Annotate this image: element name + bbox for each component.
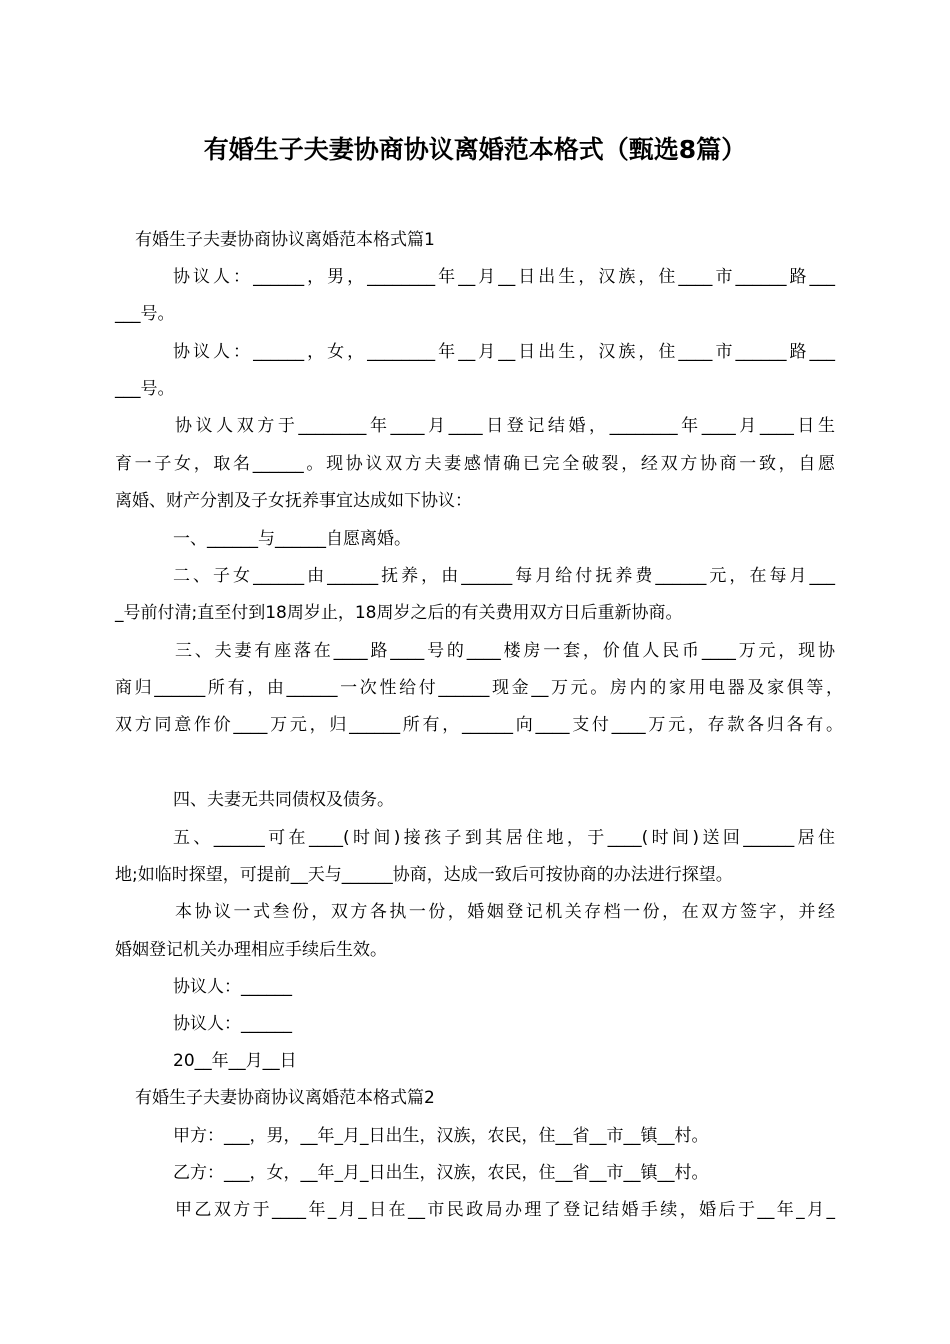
paragraph-line: 商归______所有，由______一次性给付______现金__万元。房内的家用电器及家俱等， [115,678,843,698]
paragraph-line: 本协议一式叁份，双方各执一份，婚姻登记机关存档一份，在双方签字，并经 [175,902,835,922]
paragraph-line: _号前付清;直至付到18周岁止，18周岁之后的有关费用双方日后重新协商。 [115,603,683,623]
section-heading: 有婚生子夫妻协商协议离婚范本格式篇1 [135,230,435,250]
paragraph-line: 协议人：______，女，________年__月__日出生，汉族，住____市______路___ [173,342,835,362]
paragraph-line: 双方同意作价____万元，归______所有，______向____支付____万元，存款各归各有。 [115,715,843,735]
paragraph-line: 五、______可在____(时间)接孩子到其居住地，于____(时间)送回______居住 [173,828,835,848]
paragraph-line: 地;如临时探望，可提前__天与______协商，达成一致后可按协商的办法进行探望。 [115,865,733,885]
paragraph-line: ___号。 [115,379,175,399]
paragraph-line: 育一子女，取名______。现协议双方夫妻感情确已完全破裂，经双方协商一致，自愿 [115,454,835,474]
document-title: 有婚生子夫妻协商协议离婚范本格式（甄选8篇） [203,135,747,164]
paragraph-line: 三、夫妻有座落在____路____号的____楼房一套，价值人民币____万元，现协 [175,641,835,661]
signature-line: 协议人：______ [173,1014,292,1034]
paragraph-line: 一、______与______自愿离婚。 [173,529,411,549]
paragraph-line: 协议人双方于________年____月____日登记结婚，________年____月____日生 [175,416,835,436]
section-heading: 有婚生子夫妻协商协议离婚范本格式篇2 [135,1088,435,1108]
paragraph-line: 甲乙双方于____年_月_日在__市民政局办理了登记结婚手续，婚后于__年_月_ [175,1200,835,1220]
paragraph-line: 婚姻登记机关办理相应手续后生效。 [115,940,387,960]
paragraph-line: 二、子女______由______抚养，由______每月给付抚养费______元，在每月___ [173,566,835,586]
signature-line: 协议人：______ [173,977,292,997]
date-line: 20__年__月__日 [173,1051,297,1071]
paragraph-line: 乙方：___，女，__年_月_日出生，汉族，农民，住__省__市__镇__村。 [173,1163,709,1183]
paragraph-line: ___号。 [115,304,175,324]
paragraph-line: 离婚、财产分割及子女抚养事宜达成如下协议： [115,491,472,511]
paragraph-line: 四、夫妻无共同债权及债务。 [173,790,394,810]
paragraph-line: 甲方：___，男，__年_月_日出生，汉族，农民，住__省__市__镇__村。 [173,1126,709,1146]
paragraph-line: 协议人：______，男，________年__月__日出生，汉族，住____市______路___ [173,267,835,287]
